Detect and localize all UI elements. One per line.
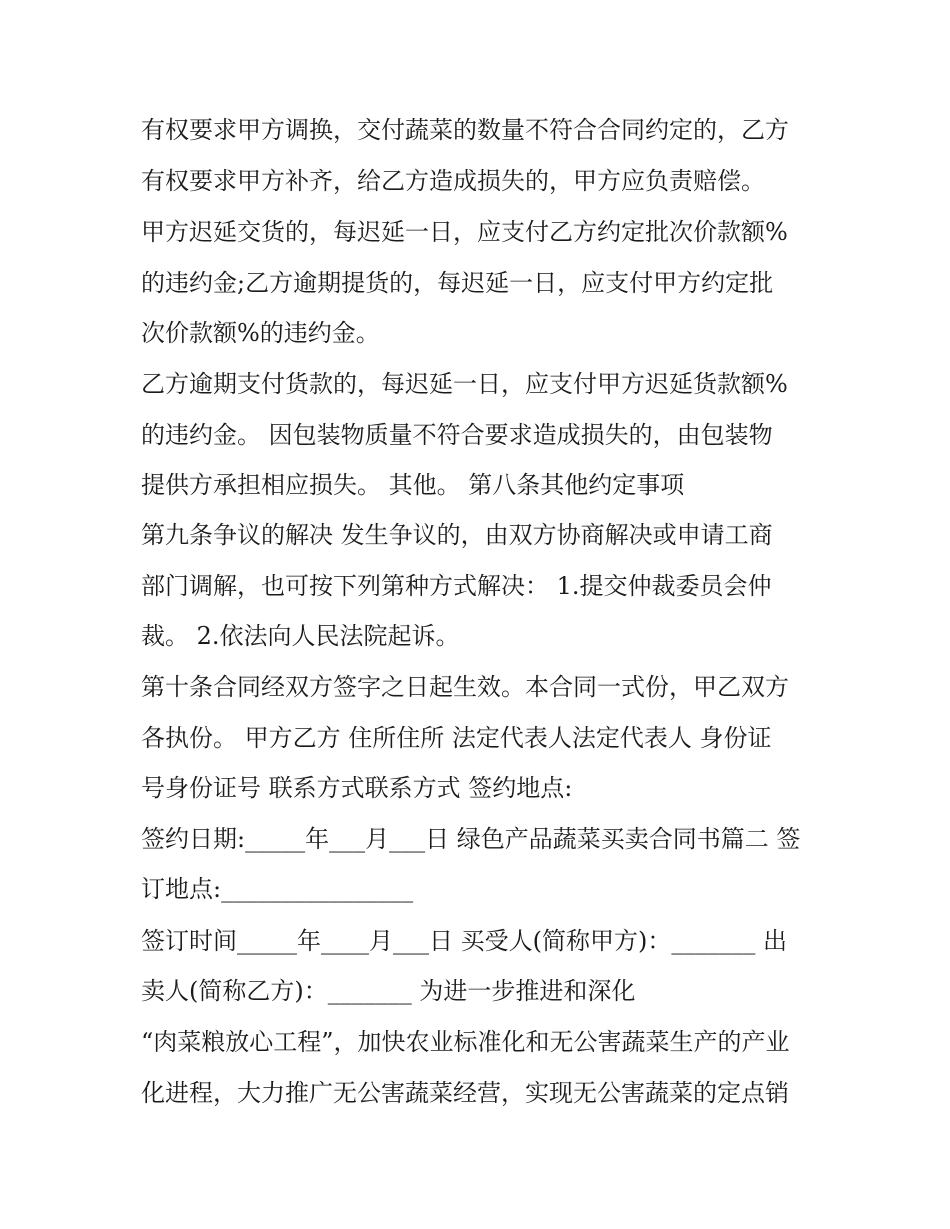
text-line: 乙方逾期支付货款的，每迟延一日，应支付甲方迟延货款额%	[141, 370, 788, 398]
text-line: 的违约金;乙方逾期提货的，每迟延一日，应支付甲方约定批	[141, 269, 774, 297]
text-line: 的违约金。 因包装物质量不符合要求造成损失的，由包装物	[141, 421, 773, 449]
text-line: 号身份证号 联系方式联系方式 签约地点:	[141, 774, 573, 802]
text-line: 第九条争议的解决 发生争议的，由双方协商解决或申请工商	[141, 521, 773, 549]
text-line: 甲方迟延交货的，每迟延一日，应支付乙方约定批次价款额%	[141, 218, 788, 246]
text-line: 有权要求甲方调换，交付蔬菜的数量不符合合同约定的，乙方	[141, 116, 789, 144]
text-line: 签约日期:_____年___月___日 绿色产品蔬菜买卖合同书篇二 签	[141, 825, 801, 853]
text-line: 次价款额%的违约金。	[141, 319, 380, 347]
text-line: 各执份。 甲方乙方 住所住所 法定代表人法定代表人 身份证	[141, 724, 772, 752]
text-line: 提供方承担相应损失。 其他。 第八条其他约定事项	[141, 471, 685, 499]
text-line: 化进程，大力推广无公害蔬菜经营，实现无公害蔬菜的定点销	[141, 1079, 789, 1107]
text-line: 部门调解，也可按下列第种方式解决： 1.提交仲裁委员会仲	[141, 572, 772, 600]
text-line: 订地点:________________	[141, 875, 414, 903]
text-line: 签订时间_____年____月___日 买受人(简称甲方)：_______ 出	[141, 927, 787, 955]
text-line: 第十条合同经双方签字之日起生效。本合同一式份，甲乙双方	[141, 673, 789, 701]
text-line: “肉菜粮放心工程”，加快农业标准化和无公害蔬菜生产的产业	[141, 1028, 790, 1056]
text-line: 卖人(简称乙方)：_______ 为进一步推进和深化	[141, 977, 636, 1005]
text-line: 裁。 2.依法向人民法院起诉。	[141, 622, 460, 650]
text-line: 有权要求甲方补齐，给乙方造成损失的，甲方应负责赔偿。	[141, 167, 765, 195]
